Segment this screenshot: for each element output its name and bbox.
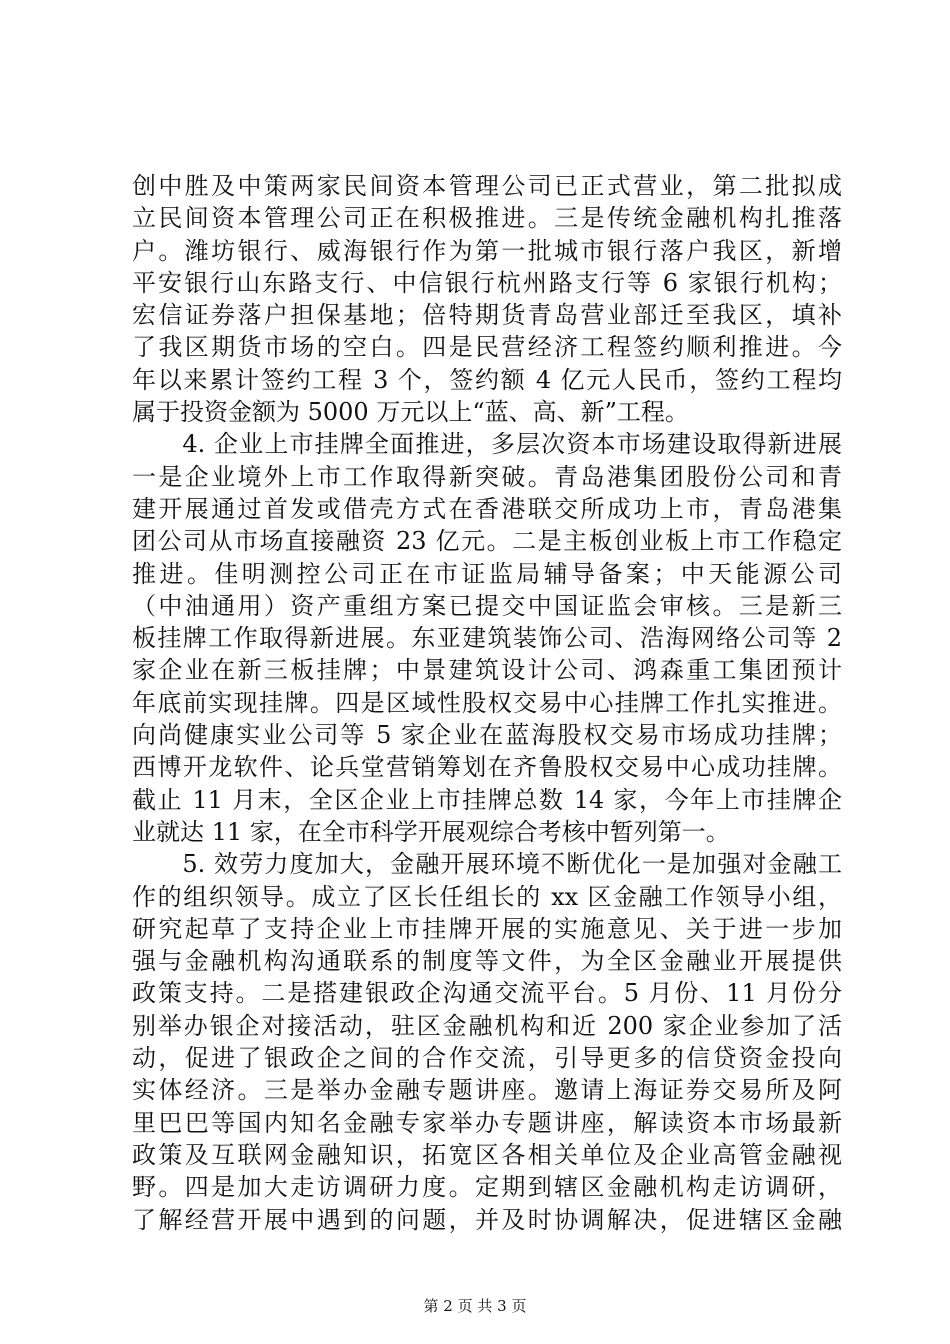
text-line: 板挂牌工作取得新进展。东亚建筑装饰公司、浩海网络公司等 2: [132, 624, 842, 653]
section-heading-line: 4. 企业上市挂牌全面推进，多层次资本市场建设取得新进展: [132, 430, 842, 459]
text-line: 政策及互联网金融知识，拓宽区各相关单位及企业高管金融视: [132, 1140, 842, 1169]
text-line: 研究起草了支持企业上市挂牌开展的实施意见、关于进一步加: [132, 914, 842, 943]
text-line: 了解经营开展中遇到的问题，并及时协调解决，促进辖区金融: [132, 1205, 842, 1234]
text-line: 建开展通过首发或借壳方式在香港联交所成功上市，青岛港集: [132, 494, 842, 523]
text-line: 创中胜及中策两家民间资本管理公司已正式营业，第二批拟成: [132, 172, 842, 200]
text-line: 别举办银企对接活动，驻区金融机构和近 200 家企业参加了活: [132, 1011, 842, 1040]
page-footer: 第 2 页 共 3 页: [423, 1297, 527, 1315]
text-line: 立民间资本管理公司正在积极推进。三是传统金融机构扎推落: [132, 204, 842, 233]
text-line: 平安银行山东路支行、中信银行杭州路支行等 6 家银行机构；: [132, 268, 842, 297]
text-line: 西博开龙软件、论兵堂营销筹划在齐鲁股权交易中心成功挂牌。: [132, 753, 842, 782]
text-line: 业就达 11 家，在全市科学开展观综合考核中暂列第一。: [132, 817, 730, 846]
text-line: 作的组织领导。成立了区长任组长的 xx 区金融工作领导小组，: [132, 882, 842, 911]
text-line: 实体经济。三是举办金融专题讲座。邀请上海证券交易所及阿: [132, 1076, 842, 1105]
text-line: 动，促进了银政企之间的合作交流，引导更多的信贷资金投向: [132, 1044, 842, 1073]
text-line: 向尚健康实业公司等 5 家企业在蓝海股权交易市场成功挂牌；: [132, 721, 842, 750]
text-line: 年以来累计签约工程 3 个，签约额 4 亿元人民币，签约工程均: [132, 365, 842, 394]
text-line: 野。四是加大走访调研力度。定期到辖区金融机构走访调研，: [132, 1173, 842, 1202]
section-heading-line: 5. 效劳力度加大，金融开展环境不断优化一是加强对金融工: [132, 850, 842, 879]
text-line: 强与金融机构沟通联系的制度等文件，为全区金融业开展提供: [132, 947, 842, 976]
text-line: 户。潍坊银行、威海银行作为第一批城市银行落户我区，新增: [132, 236, 842, 265]
text-line: 年底前实现挂牌。四是区域性股权交易中心挂牌工作扎实推进。: [132, 688, 842, 717]
text-line: 属于投资金额为 5000 万元以上“蓝、高、新”工程。: [132, 398, 689, 427]
text-line: 截止 11 月末，全区企业上市挂牌总数 14 家，今年上市挂牌企: [132, 785, 842, 814]
text-line: 一是企业境外上市工作取得新突破。青岛港集团股份公司和青: [132, 462, 842, 491]
text-line: 家企业在新三板挂牌；中景建筑设计公司、鸿森重工集团预计: [132, 656, 842, 685]
text-line: 推进。佳明测控公司正在市证监局辅导备案；中天能源公司: [132, 559, 842, 588]
text-line: 团公司从市场直接融资 23 亿元。二是主板创业板上市工作稳定: [132, 527, 842, 556]
document-body: [132, 170, 842, 1236]
text-line: （中油通用）资产重组方案已提交中国证监会审核。三是新三: [132, 591, 842, 620]
text-line: 政策支持。二是搭建银政企沟通交流平台。5 月份、11 月份分: [132, 979, 842, 1008]
text-line: 宏信证券落户担保基地；倍特期货青岛营业部迁至我区，填补: [132, 301, 842, 330]
text-line: 里巴巴等国内知名金融专家举办专题讲座，解读资本市场最新: [132, 1108, 842, 1137]
text-line: 了我区期货市场的空白。四是民营经济工程签约顺利推进。今: [132, 333, 842, 362]
